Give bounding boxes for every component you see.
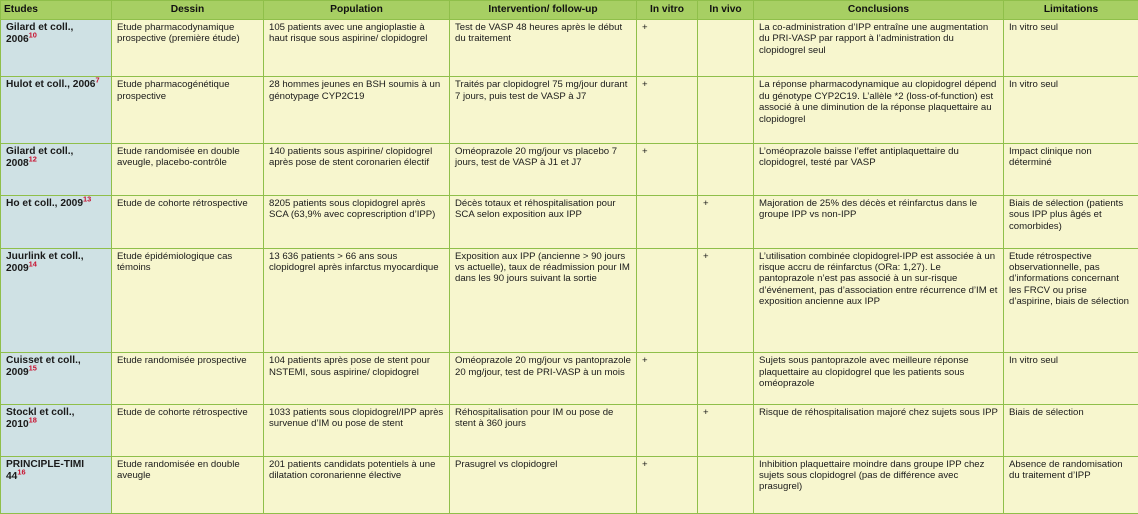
intervention-cell (450, 404, 637, 456)
design-cell (112, 20, 264, 77)
in-vivo-cell (698, 77, 754, 144)
in-vitro-cell-text: + (642, 22, 648, 33)
conclusions-cell-text: L’utilisation combinée clopidogrel-IPP est associée à un risque accru de réinfarctus (ORa: 1,27). Le pantoprazole n’est pas associé à un sur-risque d’événement, pas d’association entre récurrence d’IM et exposition ancienne aux IPP (759, 250, 998, 308)
intervention-cell (450, 456, 637, 514)
design-cell (112, 77, 264, 144)
population-cell-text: 104 patients après pose de stent pour NSTEMI, sous aspirine/ clopidogrel (269, 355, 431, 378)
limitations-cell (1004, 456, 1138, 514)
limitations-cell (1004, 77, 1138, 144)
conclusions-cell-text: Majoration de 25% des décès et réinfarctus dans le groupe IPP vs non-IPP (759, 197, 978, 221)
table-row (1, 456, 1138, 514)
study-name: Stockl et coll., 2010 (6, 406, 75, 430)
limitations-cell-text: In vitro seul (1009, 79, 1059, 91)
population-cell (264, 77, 450, 144)
study-name: Gilard et coll., 2008 (6, 146, 74, 170)
conclusions-cell-text: Sujets sous pantoprazole avec meilleure réponse plaquettaire au clopidogrel que les patients sous oméoprazole (759, 355, 969, 389)
in-vivo-cell (698, 404, 754, 456)
population-cell (264, 20, 450, 77)
limitations-cell (1004, 144, 1138, 196)
limitations-cell (1004, 195, 1138, 248)
population-cell-text: 140 patients sous aspirine/ clopidogrel après pose de stent coronarien électif (269, 146, 433, 169)
intervention-cell-text: Décès totaux et réhospitalisation pour SCA selon exposition aux IPP (455, 197, 616, 221)
conclusions-cell-text: Inhibition plaquettaire moindre dans groupe IPP chez sujets sous clopidogrel (pas de différence avec prasugrel) (759, 458, 985, 493)
design-cell-text: Etude de cohorte rétrospective (117, 197, 248, 209)
in-vivo-cell (698, 20, 754, 77)
design-cell (112, 144, 264, 196)
study-name: Gilard et coll., 2006 (6, 22, 74, 45)
intervention-cell (450, 248, 637, 353)
conclusions-cell (754, 20, 1004, 77)
reference-number: 18 (28, 415, 37, 425)
intervention-cell-text: Oméoprazole 20 mg/jour vs placebo 7 jours, test de VASP à J1 et J7 (455, 146, 618, 169)
design-cell (112, 404, 264, 456)
intervention-cell-text: Exposition aux IPP (ancienne > 90 jours vs actuelle), taux de réadmission pour IM dans les 90 jours suivant la sortie (455, 250, 630, 285)
in-vitro-cell-text: + (642, 355, 648, 367)
study-cell (1, 144, 112, 196)
study-cell (1, 195, 112, 248)
population-cell-text: 201 patients candidats potentiels à une dilatation coronarienne élective (269, 458, 436, 481)
intervention-cell-text: Prasugrel vs clopidogrel (455, 458, 558, 470)
header-conclusions: Conclusions (754, 1, 1004, 20)
reference-number: 14 (28, 259, 37, 269)
design-cell (112, 456, 264, 514)
conclusions-cell-text: Risque de réhospitalisation majoré chez sujets sous IPP (759, 406, 998, 418)
population-cell-text: 1033 patients sous clopidogrel/IPP après survenue d’IM ou pose de stent (269, 406, 444, 430)
study-name: PRINCIPLE-TIMI 44 (6, 458, 85, 482)
population-cell (264, 195, 450, 248)
table-row (1, 144, 1138, 196)
conclusions-cell (754, 456, 1004, 514)
limitations-cell (1004, 353, 1138, 405)
design-cell-text: Etude pharmacodynamique prospective (première étude) (117, 22, 240, 45)
study-name: Cuisset et coll., 2009 (6, 355, 81, 379)
in-vitro-cell (637, 77, 698, 144)
design-cell-text: Etude de cohorte rétrospective (117, 406, 248, 418)
study-name: Ho et coll., 2009 (6, 197, 84, 209)
conclusions-cell (754, 248, 1004, 353)
in-vivo-cell-text: + (703, 406, 709, 418)
limitations-cell (1004, 404, 1138, 456)
table-row (1, 20, 1138, 77)
intervention-cell-text: Test de VASP 48 heures après le début du traitement (455, 22, 623, 45)
study-cell (1, 20, 112, 77)
design-cell (112, 248, 264, 353)
limitations-cell-text: Impact clinique non déterminé (1009, 146, 1092, 169)
study-cell (1, 77, 112, 144)
header-row (1, 1, 1138, 20)
in-vivo-cell (698, 144, 754, 196)
in-vivo-cell-text: + (703, 250, 709, 262)
study-cell (1, 456, 112, 514)
design-cell-text: Etude épidémiologique cas témoins (117, 250, 233, 273)
header-in-vivo: In vivo (698, 1, 754, 20)
intervention-cell-text: Oméoprazole 20 mg/jour vs pantoprazole 20 mg/jour, test de PRI-VASP à un mois (455, 355, 631, 378)
in-vitro-cell (637, 20, 698, 77)
header-design: Dessin (112, 1, 264, 20)
table-body (1, 20, 1138, 514)
population-cell-text: 105 patients avec une angioplastie à haut risque sous aspirine/ clopidogrel (269, 22, 428, 45)
design-cell-text: Etude randomisée en double aveugle, placebo-contrôle (117, 146, 240, 169)
conclusions-cell-text: La réponse pharmacodynamique au clopidogrel dépend du génotype CYP2C19. L’allèle *2 (loss-of-function) est associé à une diminution de la réponse plaquettaire au clopidogrel (759, 79, 997, 125)
intervention-cell-text: Réhospitalisation pour IM ou pose de stent à 360 jours (455, 406, 614, 430)
design-cell-text: Etude pharmacogénétique prospective (117, 79, 230, 102)
conclusions-cell (754, 195, 1004, 248)
limitations-cell-text: In vitro seul (1009, 355, 1059, 367)
design-cell-text: Etude randomisée en double aveugle (117, 458, 240, 481)
in-vitro-cell (637, 404, 698, 456)
conclusions-cell-text: L’oméoprazole baisse l’effet antiplaquettaire du clopidogrel, testé par VASP (759, 146, 959, 169)
population-cell (264, 404, 450, 456)
population-cell-text: 13 636 patients > 66 ans sous clopidogrel après infarctus myocardique (269, 250, 439, 273)
study-name: Hulot et coll., 2006 (6, 79, 96, 91)
study-cell (1, 353, 112, 405)
conclusions-cell (754, 144, 1004, 196)
in-vivo-cell (698, 248, 754, 353)
limitations-cell-text: Biais de sélection (patients sous IPP plus âgés et comorbides) (1009, 197, 1124, 232)
limitations-cell-text: Biais de sélection (1009, 406, 1084, 418)
table-row (1, 404, 1138, 456)
table-row (1, 248, 1138, 353)
table-row (1, 77, 1138, 144)
limitations-cell (1004, 20, 1138, 77)
limitations-cell-text: Absence de randomisation du traitement d’IPP (1009, 458, 1123, 481)
study-cell (1, 248, 112, 353)
conclusions-cell-text: La co-administration d’IPP entraîne une augmentation du PRI-VASP par rapport à l’administration du clopidogrel seul (759, 22, 989, 56)
header-intervention: Intervention/ follow-up (450, 1, 637, 20)
reference-number: 10 (28, 30, 37, 40)
in-vitro-cell (637, 248, 698, 353)
population-cell (264, 456, 450, 514)
intervention-cell-text: Traités par clopidogrel 75 mg/jour durant 7 jours, puis test de VASP à J7 (455, 79, 628, 102)
in-vitro-cell (637, 195, 698, 248)
table-row (1, 353, 1138, 405)
reference-number: 13 (83, 195, 92, 204)
conclusions-cell (754, 77, 1004, 144)
limitations-cell (1004, 248, 1138, 353)
table-row (1, 195, 1138, 248)
study-cell (1, 404, 112, 456)
intervention-cell (450, 195, 637, 248)
reference-number: 16 (17, 467, 26, 477)
limitations-cell-text: Etude rétrospective observationnelle, pas d’informations concernant les FRCV ou prise d’aspirine, biais de sélection (1009, 250, 1129, 308)
in-vivo-cell-text: + (703, 197, 709, 209)
limitations-cell-text: In vitro seul (1009, 22, 1059, 33)
reference-number: 7 (95, 76, 100, 86)
conclusions-cell (754, 404, 1004, 456)
in-vitro-cell-text: + (642, 458, 648, 470)
design-cell (112, 353, 264, 405)
in-vivo-cell (698, 456, 754, 514)
population-cell-text: 28 hommes jeunes en BSH soumis à un génotypage CYP2C19 (269, 79, 441, 102)
population-cell (264, 353, 450, 405)
in-vivo-cell (698, 195, 754, 248)
population-cell (264, 248, 450, 353)
reference-number: 12 (28, 154, 37, 164)
reference-number: 15 (28, 363, 37, 373)
header-population: Population (264, 1, 450, 20)
population-cell-text: 8205 patients sous clopidogrel après SCA (63,9% avec coprescription d’IPP) (269, 197, 436, 221)
in-vitro-cell (637, 456, 698, 514)
in-vitro-cell-text: + (642, 79, 648, 91)
intervention-cell (450, 353, 637, 405)
in-vitro-cell-text: + (642, 146, 648, 158)
conclusions-cell (754, 353, 1004, 405)
study-name: Juurlink et coll., 2009 (6, 250, 84, 274)
in-vitro-cell (637, 353, 698, 405)
design-cell-text: Etude randomisée prospective (117, 355, 247, 367)
intervention-cell (450, 144, 637, 196)
intervention-cell (450, 77, 637, 144)
header-studies: Etudes (1, 1, 112, 20)
design-cell (112, 195, 264, 248)
intervention-cell (450, 20, 637, 77)
in-vivo-cell (698, 353, 754, 405)
header-in-vitro: In vitro (637, 1, 698, 20)
population-cell (264, 144, 450, 196)
in-vitro-cell (637, 144, 698, 196)
header-limitations: Limitations (1004, 1, 1138, 20)
